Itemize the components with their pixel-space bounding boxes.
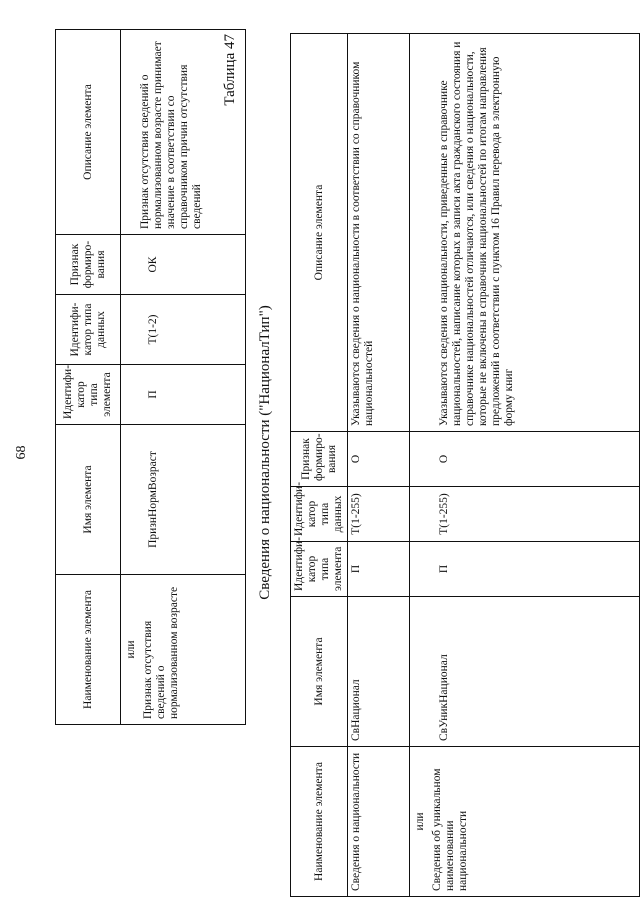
table-nationality xyxy=(290,33,640,897)
cell-element-name xyxy=(348,597,410,747)
page-number: 68 xyxy=(14,445,29,460)
or-label: или xyxy=(414,812,426,831)
cell-description xyxy=(410,34,640,432)
cell-data-type xyxy=(348,487,410,542)
cell-data-type xyxy=(121,295,246,365)
cell-element-name xyxy=(121,425,246,575)
table-header-row xyxy=(56,30,121,725)
col-header-element-type: Идентифи- катор типа элемента xyxy=(56,365,121,425)
element-title: Сведения об уникальном наименовании национальности xyxy=(431,768,469,891)
col-header-description: Описание элемента xyxy=(291,34,348,432)
col-header-element-name: Имя элемента xyxy=(56,425,121,575)
table-continuation xyxy=(55,29,246,725)
element-description: Признак отсутствия сведений о нормализованном возрасте принимает значение в соответствии со справочником причин отсутствия сведений xyxy=(139,41,203,229)
cell-name xyxy=(121,575,246,725)
col-header-data-type: Идентифи- катор типа данных xyxy=(56,295,121,365)
cell-formation xyxy=(121,235,246,295)
element-name: СвНационал xyxy=(350,679,362,741)
cell-element-type xyxy=(410,542,640,597)
col-header-name: Наименование элемента xyxy=(56,575,121,725)
formation: ОК xyxy=(147,256,159,273)
table-title: Сведения о национальности ("НационалТип") xyxy=(257,305,273,600)
element-name: ПризнНормВозраст xyxy=(147,451,159,548)
data-type: T(1-255) xyxy=(350,493,362,535)
cell-element-type xyxy=(121,365,246,425)
cell-name xyxy=(348,747,410,897)
cell-formation xyxy=(348,432,410,487)
element-title: Сведения о национальности xyxy=(350,752,362,891)
cell-name xyxy=(410,747,640,897)
element-type: П xyxy=(350,564,362,574)
col-header-description: Описание элемента xyxy=(56,30,121,235)
element-description: Указываются сведения о национальности, приведенные в справочнике национальностей, написание которых в записи акта гражданского состояния и справочнике национальностей отличаются, или сведения о национальности, которые не включены в справочник национальностей по итогам направления предложений в соответствии с пунктом 16 Правил перевода в электронную форму книг xyxy=(438,41,515,426)
cell-element-type xyxy=(348,542,410,597)
element-description: Указываются сведения о национальности в соответствии со справочником национальностей xyxy=(350,61,375,426)
table-row xyxy=(410,34,640,897)
cell-formation xyxy=(410,432,640,487)
col-header-formation: Признак формиро- вания xyxy=(291,432,348,487)
element-name: СвУникНационал xyxy=(438,654,450,741)
formation: О xyxy=(350,454,362,464)
col-header-data-type: Идентифи- катор типа данных xyxy=(291,487,348,542)
cell-data-type xyxy=(410,487,640,542)
or-label: или xyxy=(125,640,137,659)
cell-description xyxy=(348,34,410,432)
col-header-formation: Признак формиро- вания xyxy=(56,235,121,295)
table-row xyxy=(348,34,410,897)
element-type: П xyxy=(147,390,159,399)
table-row xyxy=(121,30,246,725)
data-type: T(1-255) xyxy=(438,493,450,535)
table-header-row xyxy=(291,34,348,897)
data-type: T(1-2) xyxy=(147,314,159,345)
table-number: Таблица 47 xyxy=(222,34,238,106)
element-title: Признак отсутствия сведений о нормализованном возрасте xyxy=(142,586,180,719)
element-type: П xyxy=(438,564,450,574)
col-header-element-type: Идентифи- катор типа элемента xyxy=(291,542,348,597)
col-header-name: Наименование элемента xyxy=(291,747,348,897)
formation: О xyxy=(438,454,450,464)
col-header-element-name: Имя элемента xyxy=(291,597,348,747)
cell-element-name xyxy=(410,597,640,747)
